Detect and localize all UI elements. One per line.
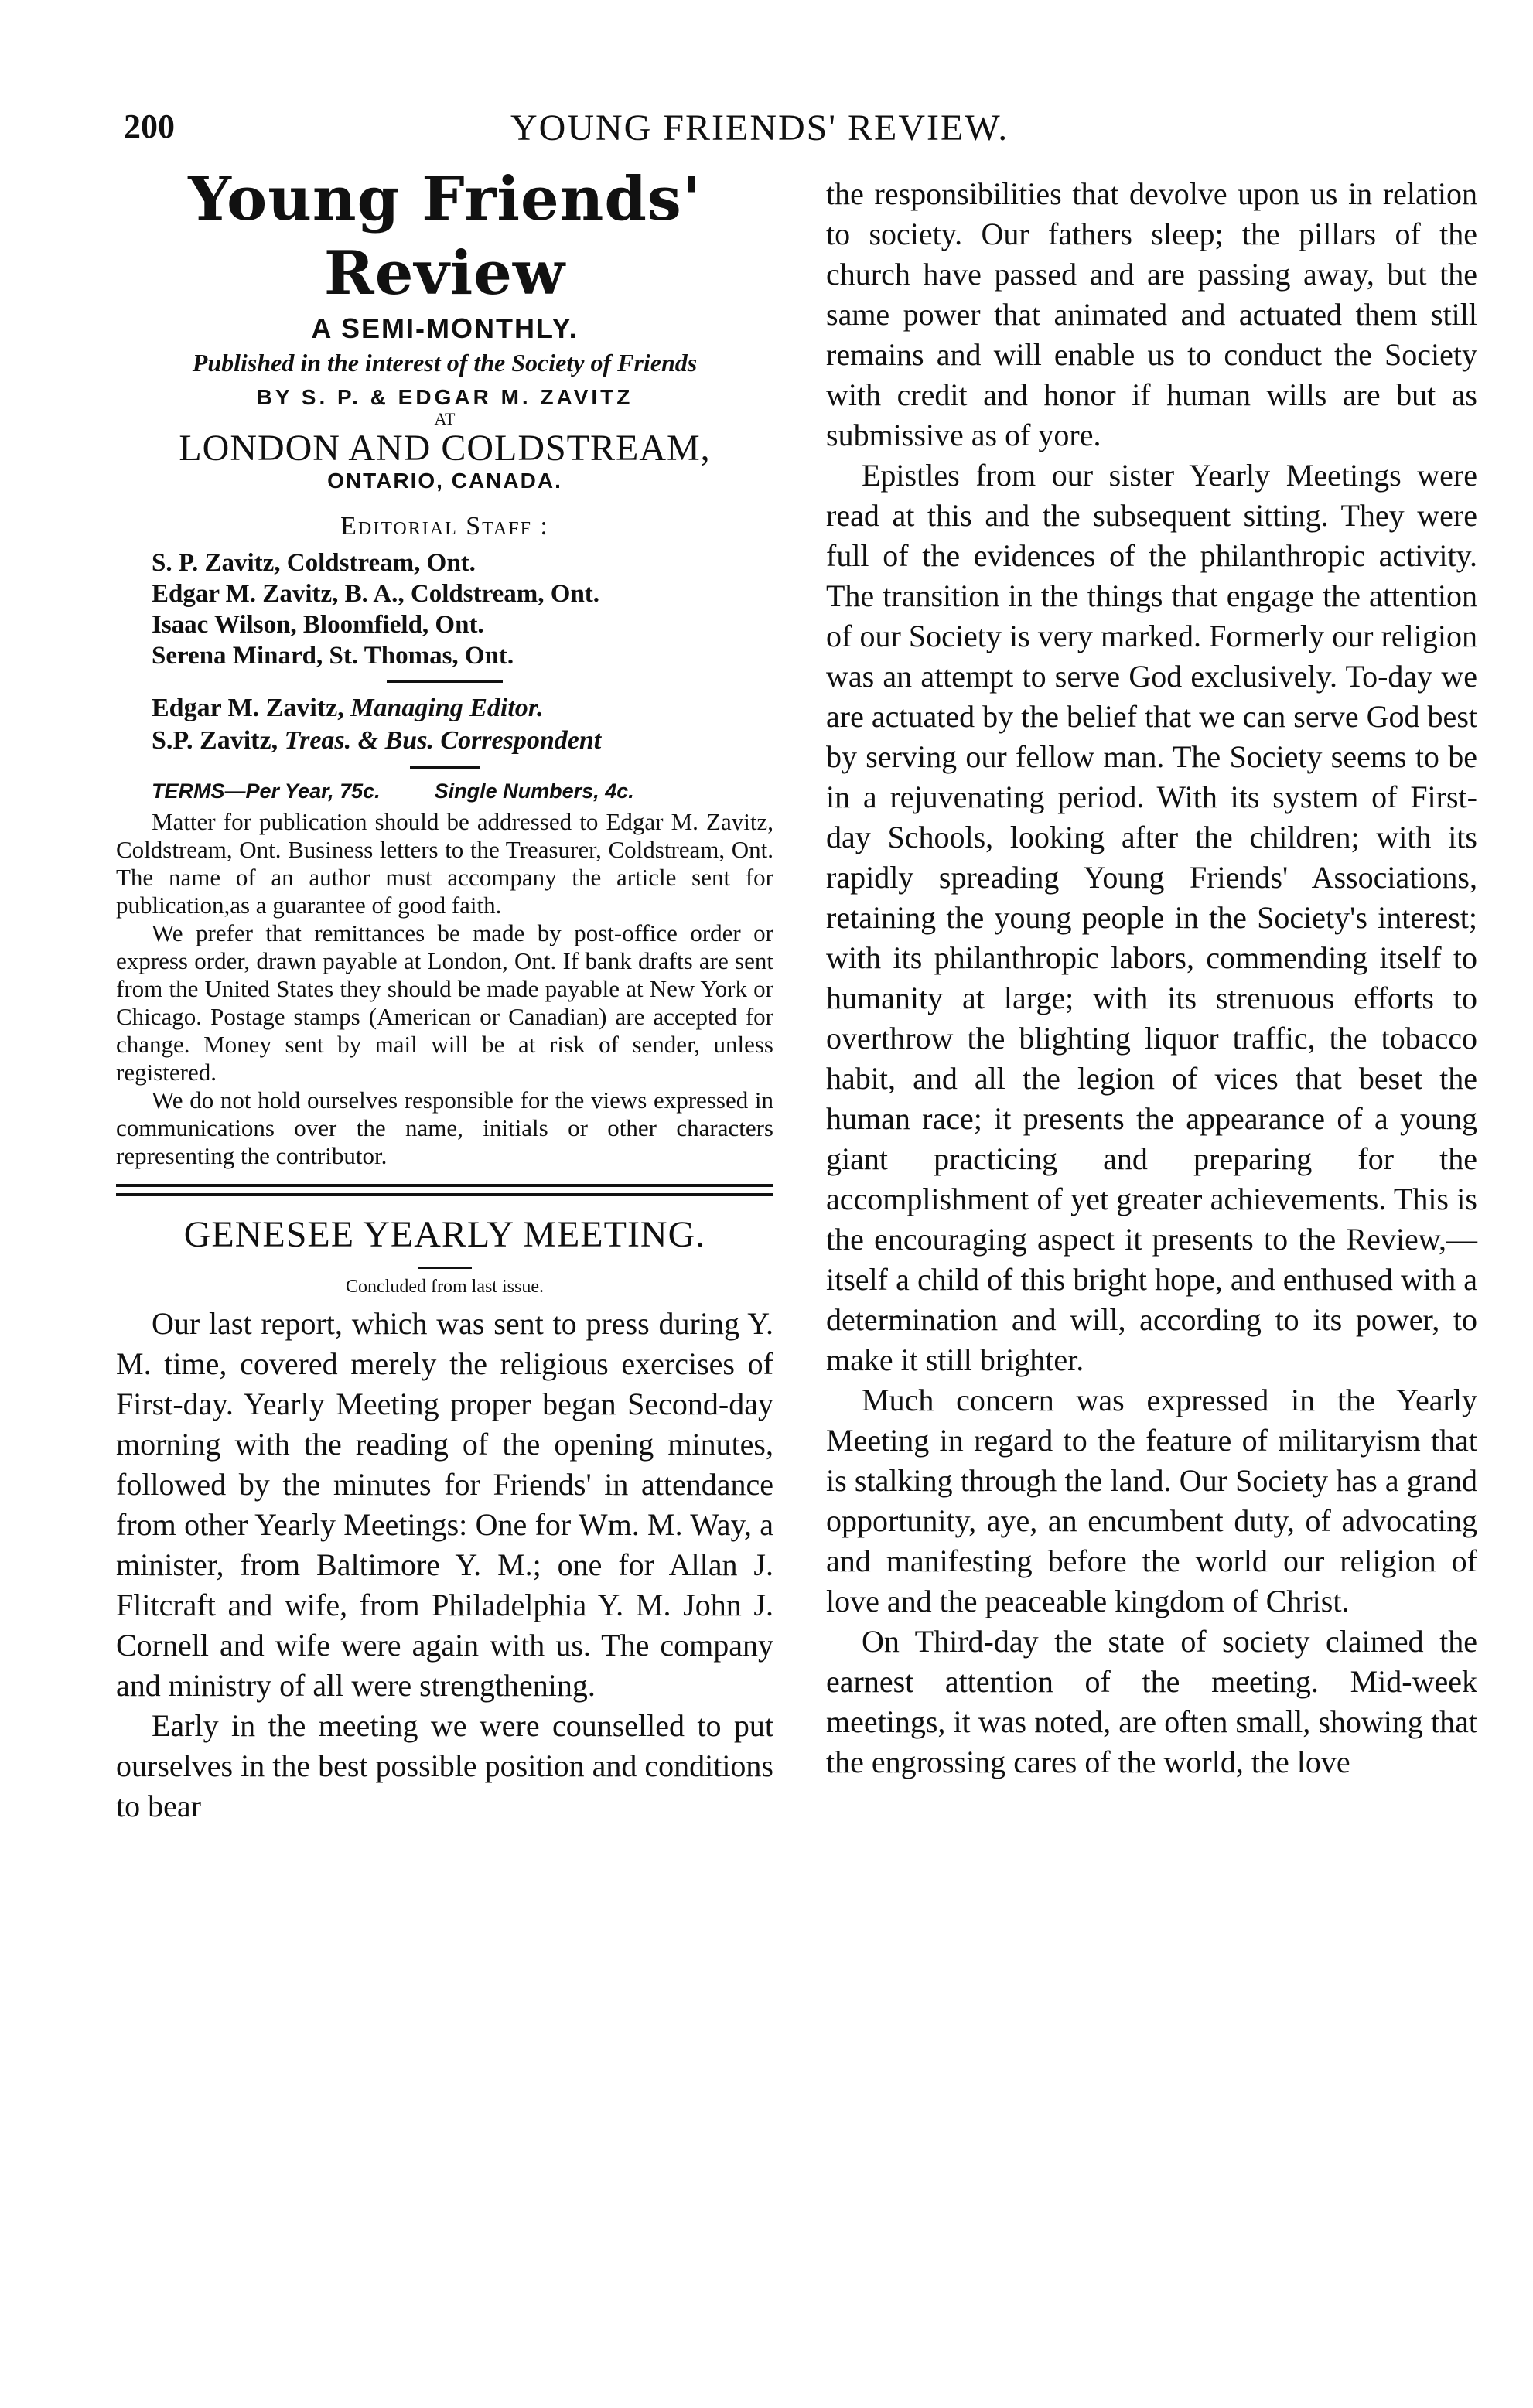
managing-editors — [152, 692, 773, 757]
terms-line — [152, 779, 773, 803]
article-paragraph: the responsibilities that devolve upon us in relation to society. Our fathers sleep; the pillars of the church have passed and are passing away, but the same power that animated and actuated them still remains and will enable us to conduct the Society with credit and honor if human wills are but as submissive as of yore. — [826, 176, 1477, 452]
staff-heading: Editorial Staff : — [340, 512, 549, 541]
treasurer-line — [152, 725, 773, 757]
running-title: YOUNG FRIENDS' REVIEW. — [510, 107, 1009, 148]
page-number: 200 — [124, 107, 175, 145]
terms-single: Single Numbers, 4c. — [434, 779, 634, 803]
at-line: AT — [434, 409, 456, 428]
article-paragraph: Epistles from our sister Yearly Meetings were read at this and the subsequent sitting. They were full of the evidences of the philanthropic activity. The transition in the things that engage the attention of our Society is very marked. Formerly our religion was an attempt to serve God exclusively. To-day we are actuated by the belief that we can serve God best by serving our fellow man. The Society seems to be in a rejuvenating period. With its system of First-day Schools, looking after the children; with its rapidly spreading Young Friends' Associations, retaining the young people in the Society's interest; with its philanthropic labors, commending itself to humanity at large; with its strenuous efforts to overthrow the blighting liquor traffic, the tobacco habit, and all the legion of vices that beset the human race; it presents the appearance of a young giant practicing and preparing for the accomplishment of yet greater achievements. This is the encouraging aspect it presents to the Review,—itself a child of this bright hope, and enthused with a determination and will, according to its power, to make it still brighter. — [826, 458, 1477, 1377]
managing-editor-name: Edgar M. Zavitz, — [152, 694, 344, 722]
article-body-left — [116, 1304, 773, 1826]
double-rule — [116, 1184, 773, 1196]
masthead-title: Young Friends' Review — [188, 164, 702, 309]
treasurer-role: Treas. & Bus. Correspondent — [284, 726, 602, 755]
article-paragraph: On Third-day the state of society claimed the earnest attention of the meeting. Mid-week meetings, it was noted, are often small, showing that the engrossing cares of the world, the love — [826, 1624, 1477, 1779]
masthead — [116, 162, 773, 541]
by-line: BY S. P. & EDGAR M. ZAVITZ — [256, 385, 633, 409]
staff-member: S. P. Zavitz, Coldstream, Ont. — [152, 549, 476, 577]
notice-paragraph: We prefer that remittances be made by post-office order or express order, drawn payable at London, Ont. If bank drafts are sent from the United States they should be made payable at New York or Chicago. Postage stamps (American or Canadian) are accepted for change. Money sent by mail will be at risk of sender, unless registered. — [116, 919, 773, 1086]
notices — [116, 808, 773, 1170]
staff-member: Isaac Wilson, Bloomfield, Ont. — [152, 611, 484, 639]
staff-member: Edgar M. Zavitz, B. A., Coldstream, Ont. — [152, 580, 600, 608]
notice-paragraph: We do not hold ourselves responsible for the views expressed in communications over the name, initials or other characters representing the contributor. — [116, 1086, 773, 1169]
right-column — [826, 174, 1477, 1782]
place-line: LONDON AND COLDSTREAM, — [179, 428, 711, 469]
treasurer-name: S.P. Zavitz, — [152, 726, 278, 755]
page-header — [124, 107, 1439, 153]
left-column — [116, 162, 773, 1826]
published-line: Published in the interest of the Society of Friends — [192, 349, 698, 377]
concluded-note: Concluded from last issue. — [346, 1277, 544, 1297]
separator-rule — [387, 680, 503, 683]
province-line: ONTARIO, CANADA. — [327, 469, 562, 493]
notice-paragraph: Matter for publication should be addressed to Edgar M. Zavitz, Coldstream, Ont. Business letters to the Treasurer, Coldstream, Ont. The name of an author must accompany the article sent for publication,as a guarantee of good faith. — [116, 808, 773, 919]
article-paragraph: Much concern was expressed in the Yearly Meeting in regard to the feature of militaryism that is stalking through the land. Our Society has a grand opportunity, aye, an encumbent duty, of advocating and manifesting before the world our religion of love and the peaceable kingdom of Christ. — [826, 1383, 1477, 1618]
managing-editor-role: Managing Editor. — [350, 694, 544, 722]
article-body-right — [826, 174, 1477, 1782]
title-dash — [418, 1267, 472, 1269]
staff-member: Serena Minard, St. Thomas, Ont. — [152, 642, 514, 670]
separator-rule-short — [410, 766, 480, 769]
article-paragraph: Our last report, which was sent to press during Y. M. time, covered merely the religious exercises of First-day. Yearly Meeting proper began Second-day morning with the reading of the opening minutes, followed by the minutes for Friends' in attendance from other Yearly Meetings: One for Wm. M. Way, a minister, from Baltimore Y. M.; one for Allan J. Flitcraft and wife, from Philadelphia Y. M. John J. Cornell and wife were again with us. The company and ministry of all were strengthening. — [116, 1306, 773, 1703]
article-title: GENESEE YEARLY MEETING. — [183, 1214, 706, 1255]
masthead-subtitle: A SEMI-MONTHLY. — [311, 312, 579, 344]
terms-per-year: TERMS—Per Year, 75c. — [152, 779, 381, 803]
article-paragraph: Early in the meeting we were counselled to put ourselves in the best possible position and conditions to bear — [116, 1708, 773, 1823]
managing-editor-line — [152, 692, 773, 725]
staff-list — [152, 547, 773, 671]
